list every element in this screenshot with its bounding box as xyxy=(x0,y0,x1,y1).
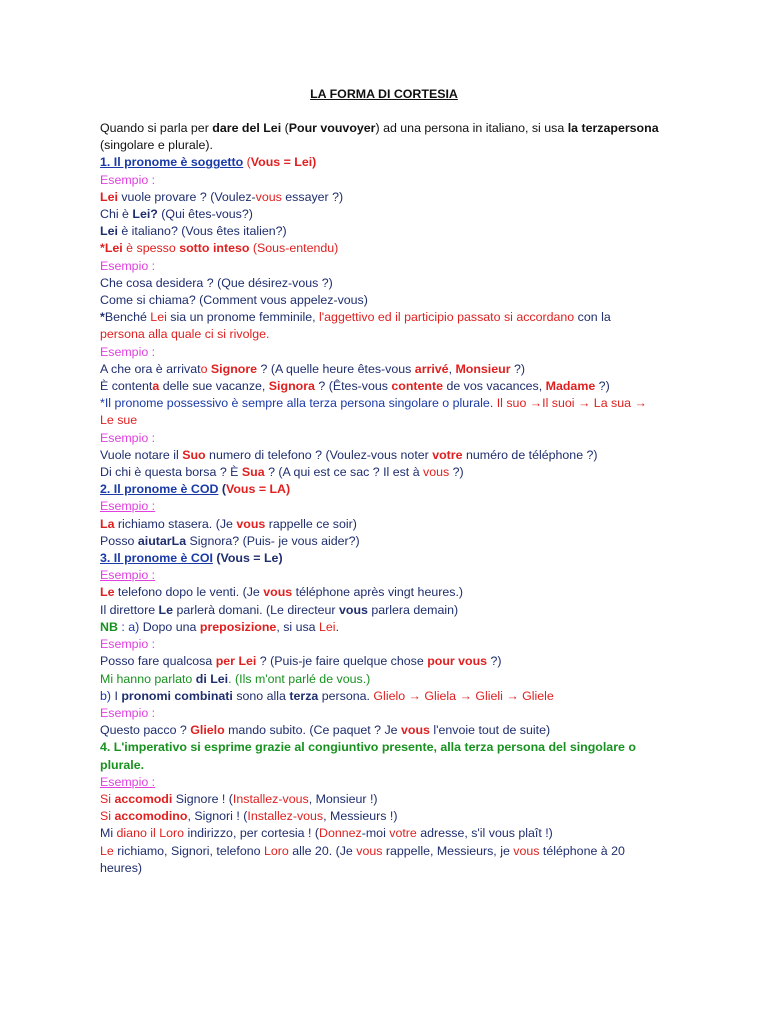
text-segment: mando subito. (Ce paquet ? Je xyxy=(224,723,402,738)
text-segment: Lei xyxy=(150,310,167,325)
text-line xyxy=(100,154,672,171)
text-segment: Benché xyxy=(104,310,151,325)
text-segment: arrivé xyxy=(414,361,449,376)
text-segment: , xyxy=(448,361,456,376)
text-segment: de vos vacances, xyxy=(443,379,546,394)
text-segment: aiutarLa xyxy=(137,533,187,548)
text-segment: Glielo xyxy=(190,723,225,738)
text-segment: adresse, s'il vous plaît !) xyxy=(416,826,553,841)
text-line xyxy=(100,430,672,447)
text-segment: (Qui êtes-vous?) xyxy=(157,207,253,222)
text-segment: vous xyxy=(255,189,282,204)
text-segment: ?) xyxy=(595,379,610,394)
text-segment: richiamo, Signori, telefono xyxy=(113,843,264,858)
text-segment: per Lei xyxy=(215,654,257,669)
text-line xyxy=(100,619,672,636)
text-line xyxy=(100,447,672,464)
text-segment: alle 20. (Je xyxy=(288,843,357,858)
text-line xyxy=(100,653,672,670)
text-segment: vous xyxy=(263,585,293,600)
text-line xyxy=(100,412,672,429)
text-segment: Che cosa desidera ? (Que désirez-vous ?) xyxy=(100,275,333,290)
text-segment: 2. Il pronome è COD xyxy=(100,482,219,497)
text-segment: ( xyxy=(281,121,289,135)
text-segment: A che ora è arrivat xyxy=(100,361,201,376)
text-segment: . (Ils m'ont parlé de vous.) xyxy=(228,671,371,686)
text-segment: l'envoie tout de suite) xyxy=(429,723,551,738)
text-segment: sia un pronome femminile, xyxy=(166,310,320,325)
text-segment: Si xyxy=(100,791,115,806)
text-line xyxy=(100,860,672,877)
text-segment: b) xyxy=(100,688,115,703)
text-segment: . xyxy=(335,619,340,634)
text-segment: numéro de téléphone ?) xyxy=(462,447,598,462)
text-line xyxy=(100,344,672,361)
text-segment: Posso xyxy=(100,533,138,548)
text-segment: telefono dopo le venti. (Je xyxy=(114,585,264,600)
text-line xyxy=(100,671,672,688)
text-segment: plurale. xyxy=(100,757,145,772)
text-segment: ( xyxy=(218,482,226,497)
text-segment: Sua xyxy=(241,465,265,480)
text-line xyxy=(100,395,672,412)
text-segment: heures) xyxy=(100,860,143,875)
text-segment: persona. xyxy=(318,688,374,703)
text-segment: : a) xyxy=(117,619,143,634)
text-segment: rappelle ce soir) xyxy=(265,516,357,531)
page-title: LA FORMA DI CORTESIA xyxy=(310,87,458,101)
text-segment: *Il pronome possessivo è sempre alla terza persona singolare o plurale. xyxy=(100,396,497,411)
text-segment: richiamo stasera. (Je xyxy=(114,516,237,531)
text-segment: Mi hanno parlato xyxy=(100,671,196,686)
text-line xyxy=(100,843,672,860)
text-segment: indirizzo, per cortesia ! ( xyxy=(184,826,320,841)
text-segment: * xyxy=(100,310,105,325)
text-segment: Madame xyxy=(545,379,596,394)
text-segment: Esempio : xyxy=(100,568,156,583)
text-segment: vuole provare ? (Voulez- xyxy=(117,189,256,204)
text-segment: Il direttore xyxy=(100,602,159,617)
text-segment: persona alla quale ci si rivolge. xyxy=(100,327,270,342)
text-segment: Lei xyxy=(100,189,118,204)
text-segment: diano il Loro xyxy=(116,826,185,841)
text-line xyxy=(100,533,672,550)
text-segment: la terzapersona xyxy=(567,121,659,135)
text-line xyxy=(100,326,672,343)
text-segment: Signore ! ( xyxy=(172,791,233,806)
text-segment: *Lei xyxy=(100,241,123,256)
text-segment: téléphone à 20 xyxy=(539,843,625,858)
text-segment: ? (Puis-je faire quelque chose xyxy=(256,654,428,669)
text-segment: parlera demain) xyxy=(367,602,459,617)
text-segment: ) ad una persona in italiano, si usa xyxy=(375,121,568,135)
text-line xyxy=(100,688,672,705)
text-segment: Come si chiama? (Comment vous appelez-vous) xyxy=(100,293,368,308)
text-segment: 3. Il pronome è COI xyxy=(100,551,213,566)
text-segment: è spesso xyxy=(122,241,180,256)
text-segment: terza xyxy=(289,688,319,703)
text-segment: accomodi xyxy=(114,791,173,806)
text-segment: Le xyxy=(158,602,174,617)
text-line xyxy=(100,602,672,619)
text-segment: Le xyxy=(100,585,115,600)
text-line xyxy=(100,739,672,756)
text-line xyxy=(100,584,672,601)
text-segment: Esempio : xyxy=(100,172,156,187)
text-segment: Esempio : xyxy=(100,499,156,514)
text-segment: o xyxy=(200,361,208,376)
text-segment: ? (A qui est ce sac ? Il est à xyxy=(264,465,424,480)
text-segment: sono alla xyxy=(232,688,290,703)
text-line xyxy=(100,464,672,481)
text-segment: Esempio : xyxy=(100,637,156,652)
text-segment: a xyxy=(152,379,160,394)
text-segment: Signora? (Puis- je vous aider?) xyxy=(186,533,360,548)
text-segment: Esempio : xyxy=(100,430,156,445)
text-segment: pour vous xyxy=(427,654,488,669)
text-segment: Lei xyxy=(319,619,336,634)
text-segment: ? (Êtes-vous xyxy=(314,379,392,394)
text-segment: sotto inteso xyxy=(179,241,250,256)
text-segment: rappelle, Messieurs, je xyxy=(382,843,514,858)
text-segment: essayer ?) xyxy=(281,189,344,204)
text-segment: Loro xyxy=(263,843,289,858)
text-segment: , Messieurs !) xyxy=(323,809,398,824)
text-segment: (Vous = Le) xyxy=(212,551,283,566)
text-segment: Le xyxy=(100,843,114,858)
text-line xyxy=(100,808,672,825)
text-segment: di Lei xyxy=(195,671,229,686)
text-line xyxy=(100,757,672,774)
text-segment: delle sue vacanze, xyxy=(159,379,269,394)
text-line xyxy=(100,498,672,515)
text-segment: Mi xyxy=(100,826,117,841)
text-segment: È content xyxy=(100,379,153,394)
text-segment: Esempio : xyxy=(100,258,156,273)
text-segment: è italiano? (Vous êtes italien?) xyxy=(117,224,287,239)
text-segment: Monsieur xyxy=(455,361,511,376)
text-segment: Lei xyxy=(100,224,118,239)
text-line xyxy=(100,292,672,309)
text-segment: ?) xyxy=(449,465,464,480)
text-segment: , si usa xyxy=(276,619,320,634)
text-segment: Signore xyxy=(210,361,258,376)
text-segment: -moi xyxy=(361,826,390,841)
text-line xyxy=(100,567,672,584)
text-segment: Esempio : xyxy=(100,344,156,359)
text-segment: Donnez xyxy=(319,826,362,841)
text-line xyxy=(100,550,672,567)
text-line xyxy=(100,791,672,808)
text-line xyxy=(100,774,672,791)
text-line xyxy=(100,223,672,240)
text-line xyxy=(100,309,672,326)
text-segment: pronomi combinati xyxy=(121,688,233,703)
document-body xyxy=(100,120,672,877)
text-segment: preposizione xyxy=(199,619,277,634)
text-segment: (Sous-entendu) xyxy=(249,241,339,256)
text-segment: 4. L'imperativo si esprime grazie al congiuntivo presente, alla terza persona del singolare o xyxy=(100,740,636,755)
text-line xyxy=(100,636,672,653)
text-segment: Suo xyxy=(182,447,206,462)
text-line xyxy=(100,481,672,498)
text-segment: l'aggettivo ed il participio passato si accordano xyxy=(319,310,575,325)
text-segment: vous xyxy=(513,843,540,858)
text-line xyxy=(100,206,672,223)
text-line xyxy=(100,258,672,275)
text-segment: vous xyxy=(423,465,450,480)
text-segment: Signora xyxy=(268,379,315,394)
text-line xyxy=(100,516,672,533)
text-segment: , Monsieur !) xyxy=(308,791,378,806)
text-segment: Vous = Lei) xyxy=(250,155,317,170)
text-segment: Quando si parla per xyxy=(100,121,213,135)
text-segment: Installez-vous xyxy=(247,809,324,824)
text-segment: I xyxy=(114,688,122,703)
text-segment: vous xyxy=(401,723,430,738)
text-segment: vous xyxy=(339,602,368,617)
text-segment: Questo pacco ? xyxy=(100,723,191,738)
text-segment: contente xyxy=(391,379,444,394)
text-line xyxy=(100,120,672,154)
text-segment: Esempio : xyxy=(100,774,156,789)
text-line xyxy=(100,705,672,722)
text-segment: ?) xyxy=(510,361,525,376)
text-segment: dare del Lei xyxy=(212,121,282,135)
text-segment: ?) xyxy=(487,654,502,669)
text-segment: Chi è xyxy=(100,207,133,222)
text-segment: Installez-vous xyxy=(232,791,309,806)
text-segment: Pour vouvoyer xyxy=(288,121,376,135)
text-segment: Glielo → Gliela → Glieli → Gliele xyxy=(373,688,554,703)
text-segment: Esempio : xyxy=(100,705,156,720)
text-segment: Vous = LA) xyxy=(226,482,291,497)
text-segment: Dopo una xyxy=(142,619,200,634)
text-segment: Vuole notare il xyxy=(100,447,183,462)
text-segment: 1. Il pronome è soggetto xyxy=(100,155,244,170)
text-segment: vous xyxy=(356,843,383,858)
text-line xyxy=(100,378,672,395)
text-line xyxy=(100,361,672,378)
text-line xyxy=(100,275,672,292)
text-segment: La xyxy=(100,516,115,531)
text-segment: Si xyxy=(100,809,115,824)
text-segment: , Signori ! ( xyxy=(187,809,248,824)
text-line xyxy=(100,825,672,842)
text-segment: parlerà domani. (Le directeur xyxy=(173,602,339,617)
text-segment: téléphone après vingt heures.) xyxy=(292,585,464,600)
text-segment: votre xyxy=(389,826,417,841)
text-segment: vous xyxy=(236,516,266,531)
text-line xyxy=(100,722,672,739)
text-segment: Le sue xyxy=(100,413,138,428)
text-segment: ( xyxy=(243,155,251,170)
text-segment: Il suo →Il suoi → La sua → xyxy=(496,396,647,411)
text-line xyxy=(100,172,672,189)
text-segment: con la xyxy=(574,310,611,325)
text-line xyxy=(100,240,672,257)
text-segment: Lei? xyxy=(132,207,158,222)
text-segment: Posso fare qualcosa xyxy=(100,654,216,669)
text-line xyxy=(100,189,672,206)
text-segment: NB xyxy=(100,619,118,634)
text-segment: (singolare e plurale). xyxy=(100,138,213,153)
text-segment: ? (A quelle heure êtes-vous xyxy=(257,361,415,376)
text-segment: accomodino xyxy=(114,809,188,824)
text-segment: Di chi è questa borsa ? È xyxy=(100,465,242,480)
text-segment: numero di telefono ? (Voulez-vous noter xyxy=(205,447,433,462)
text-segment: votre xyxy=(432,447,463,462)
